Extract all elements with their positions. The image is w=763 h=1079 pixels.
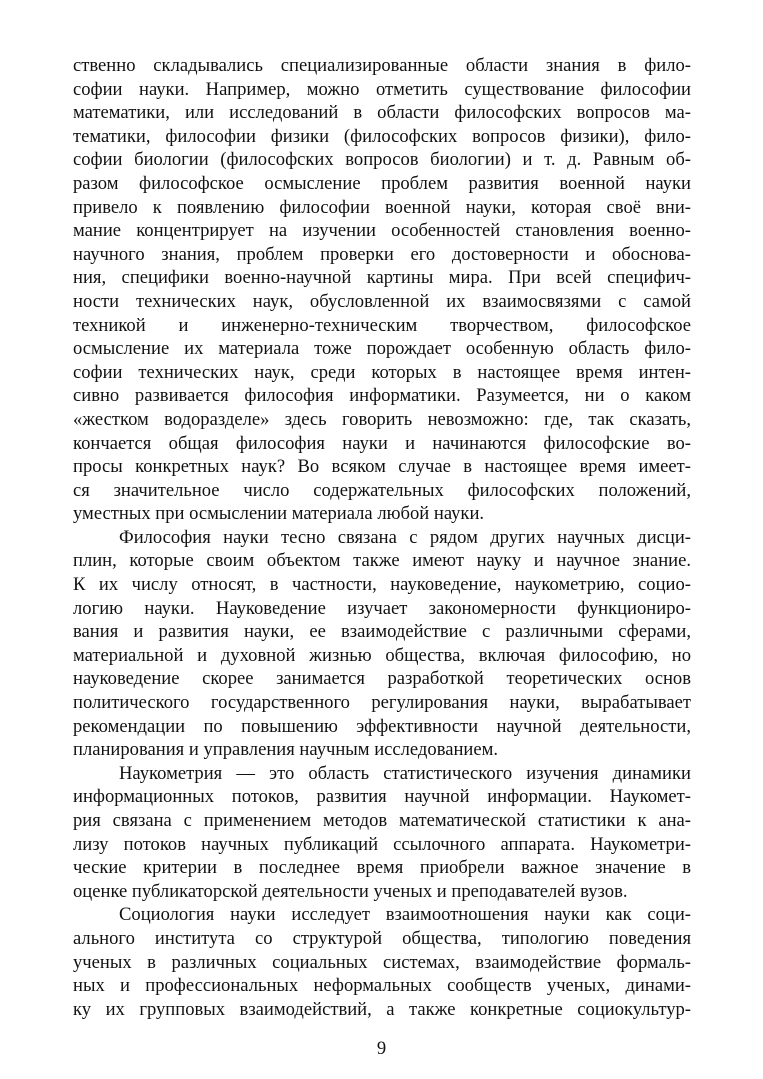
text-line: оценке публикаторской деятельности ученых и преподавателей вузов. bbox=[73, 880, 628, 902]
text-line: софии технических наук, среди которых в настоящее время интен- bbox=[73, 361, 691, 383]
text-line: Наукометрия — это область статистического изучения динамики bbox=[119, 762, 691, 784]
text-line: разом философское осмысление проблем развития военной науки bbox=[73, 172, 691, 194]
text-line: мание концентрирует на изучении особенностей становления военно- bbox=[73, 220, 691, 242]
text-line: софии науки. Например, можно отметить существование философии bbox=[73, 78, 691, 100]
text-line: софии биологии (философских вопросов биологии) и т. д. Равным об- bbox=[73, 149, 691, 171]
text-line: ных и профессиональных неформальных сообществ ученых, динами- bbox=[73, 975, 691, 997]
text-line: кончается общая философия науки и начинаются философские во- bbox=[73, 432, 691, 454]
text-line: материальной и духовной жизнью общества, включая философию, но bbox=[73, 644, 691, 666]
text-line: Социология науки исследует взаимоотношения науки как соци- bbox=[119, 904, 691, 926]
text-line: науковедение скорее занимается разработкой теоретических основ bbox=[73, 668, 691, 690]
text-line: планирования и управления научным исследованием. bbox=[73, 739, 499, 761]
page-number: 9 bbox=[376, 1038, 387, 1059]
text-line: математики, или исследований в области философских вопросов ма- bbox=[73, 102, 691, 124]
text-line: ственно складывались специализированные области знания в фило- bbox=[73, 55, 691, 76]
text-line: вания и развития науки, ее взаимодействие с различными сферами, bbox=[73, 621, 691, 643]
text-line: рекомендации по повышению эффективности научной деятельности, bbox=[73, 715, 691, 737]
text-line: сивно развивается философия информатики. Разумеется, ни о каком bbox=[73, 385, 691, 407]
text-line: ческие критерии в последнее время приобрели важное значение в bbox=[73, 857, 691, 879]
text-line: рия связана с применением методов математической статистики к ана- bbox=[73, 810, 691, 831]
body-text bbox=[73, 54, 691, 1021]
text-line: научного знания, проблем проверки его достоверности и обоснова- bbox=[73, 243, 691, 265]
paragraph-sociology-of-science bbox=[73, 903, 691, 1021]
text-line: «жестком водоразделе» здесь говорить невозможно: где, так сказать, bbox=[73, 408, 691, 430]
text-line: ального института со структурой общества, типологию поведения bbox=[73, 927, 691, 949]
text-line: ку их групповых взаимодействий, а также конкретные социокультур- bbox=[73, 998, 691, 1020]
text-line: информационных потоков, развития научной информации. Наукомет- bbox=[73, 786, 691, 808]
paragraph-specialized-areas bbox=[73, 54, 691, 526]
text-line: привело к появлению философии военной науки, которая своё вни- bbox=[73, 196, 691, 218]
text-line: ученых в различных социальных системах, взаимодействие формаль- bbox=[73, 951, 691, 973]
text-line: ности технических наук, обусловленной их взаимосвязями с самой bbox=[73, 290, 691, 312]
text-line: лизу потоков научных публикаций ссылочного аппарата. Наукометри- bbox=[73, 833, 691, 855]
text-line: ся значительное число содержательных философских положений, bbox=[73, 479, 691, 501]
text-line: техникой и инженерно-техническим творчеством, философское bbox=[73, 314, 691, 336]
paragraph-scientometrics bbox=[73, 762, 691, 904]
text-line: тематики, философии физики (философских вопросов физики), фило- bbox=[73, 125, 691, 147]
text-line: логию науки. Науковедение изучает закономерности функциониро- bbox=[73, 597, 691, 619]
text-line: уместных при осмыслении материала любой науки. bbox=[73, 503, 485, 525]
text-line: плин, которые своим объектом также имеют науку и научное знание. bbox=[73, 550, 691, 572]
text-line: Философия науки тесно связана с рядом других научных дисци- bbox=[119, 526, 691, 548]
text-line: ния, специфики военно-научной картины мира. При всей специфич- bbox=[73, 267, 691, 289]
text-line: К их числу относят, в частности, науковедение, наукометрию, социо- bbox=[73, 574, 691, 596]
paragraph-related-disciplines bbox=[73, 526, 691, 762]
text-line: осмысление их материала тоже порождает особенную область фило- bbox=[73, 338, 691, 360]
text-line: просы конкретных наук? Во всяком случае в настоящее время имеет- bbox=[73, 456, 691, 478]
text-line: политического государственного регулирования науки, вырабатывает bbox=[73, 692, 691, 714]
